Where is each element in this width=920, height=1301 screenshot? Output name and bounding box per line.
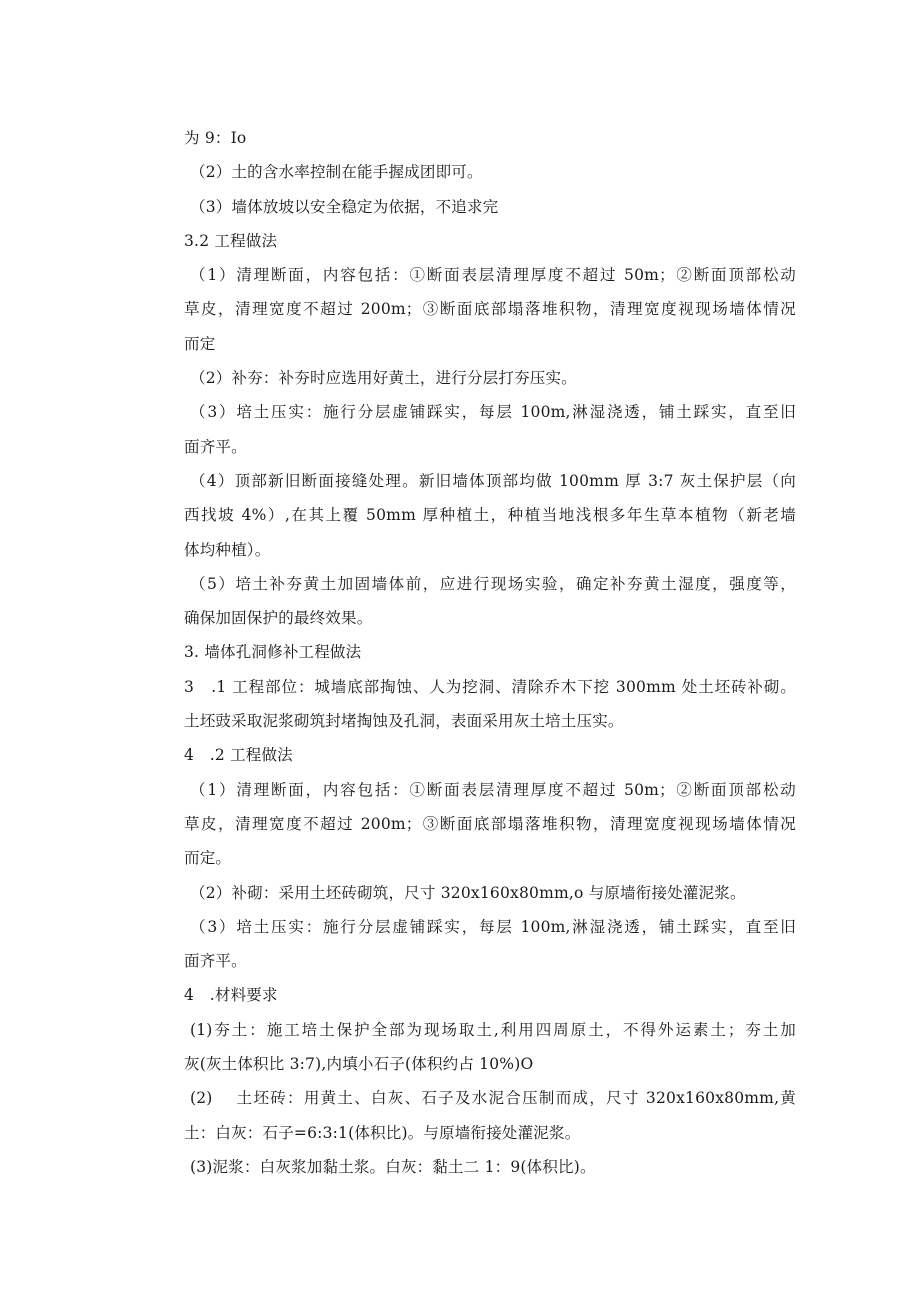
text-line: 土：白灰：石子=6:3:1(体积比)。与原墙衔接处灌泥浆。 — [184, 1123, 581, 1142]
text-line: (2) 土坯砖：用黄土、白灰、石子及水泥合压制而成，尺寸 320x160x80mm,黄 — [190, 1089, 796, 1108]
text-line: （1）清理断面，内容包括：①断面表层清理厚度不超过 50m；②断面顶部松动 — [190, 780, 796, 799]
text-line: （3）墙体放坡以安全稳定为依据，不追求完 — [190, 197, 499, 216]
text-line: 而定。 — [184, 849, 232, 868]
text-line: 草皮，清理宽度不超过 200m；③断面底部塌落堆积物，清理宽度视现场墙体情况 — [184, 814, 796, 833]
section-heading: 4 .材料要求 — [184, 986, 278, 1005]
section-heading: 4 .2 工程做法 — [184, 746, 293, 765]
text-line: （3）培土压实：施行分层虚铺踩实，每层 100m,淋湿浇透，铺土踩实，直至旧 — [190, 917, 796, 936]
text-line: （5）培土补夯黄土加固墙体前，应进行现场实验，确定补夯黄土湿度，强度等， — [190, 574, 796, 593]
text-line: (1)夯土：施工培土保护全部为现场取土,利用四周原土，不得外运素土；夯土加 — [190, 1020, 796, 1039]
text-line: （1）清理断面，内容包括：①断面表层清理厚度不超过 50m；②断面顶部松动 — [190, 266, 796, 285]
text-line: （2）补夯：补夯时应选用好黄土，进行分层打夯压实。 — [190, 369, 577, 388]
section-heading: 3. 墙体孔洞修补工程做法 — [184, 643, 362, 662]
document-body — [184, 121, 796, 1184]
text-line: 草皮，清理宽度不超过 200m；③断面底部塌落堆积物，清理宽度视现场墙体情况 — [184, 300, 796, 319]
text-line: （3）培土压实：施行分层虚铺踩实，每层 100m,淋湿浇透，铺土踩实，直至旧 — [190, 403, 796, 422]
text-line: （2）补砌：采用土坯砖砌筑，尺寸 320x160x80mm,o 与原墙衔接处灌泥浆。 — [190, 883, 746, 902]
text-line: 确保加固保护的最终效果。 — [184, 609, 373, 628]
section-heading: 3.2 工程做法 — [184, 231, 278, 250]
text-line: 而定 — [184, 334, 216, 353]
text-line: 面齐平。 — [184, 952, 247, 971]
text-line: 3 .1 工程部位：城墙底部掏蚀、人为挖洞、清除乔木下挖 300mm 处土坯砖补砌。 — [184, 677, 796, 696]
text-line: 西找坡 4%）,在其上覆 50mm 厚种植土，种植当地浅根多年生草本植物（新老墙 — [184, 506, 796, 525]
text-line: 面齐平。 — [184, 437, 247, 456]
text-line: （4）顶部新旧断面接缝处理。新旧墙体顶部均做 100mm 厚 3:7 灰土保护层（向 — [190, 471, 796, 490]
text-line: 为 9：Io — [184, 129, 247, 147]
text-line: (3)泥浆：白灰浆加黏土浆。白灰：黏土二 1：9(体积比)。 — [190, 1157, 596, 1176]
text-line: （2）土的含水率控制在能手握成团即可。 — [190, 163, 483, 182]
text-line: 土坯豉采取泥浆砌筑封堵掏蚀及孔洞，表面采用灰土培土压实。 — [184, 712, 624, 731]
text-line: 体均种植）。 — [184, 540, 271, 559]
text-line: 灰(灰土体积比 3:7),内填小石子(体积约占 10%)O — [184, 1055, 534, 1074]
